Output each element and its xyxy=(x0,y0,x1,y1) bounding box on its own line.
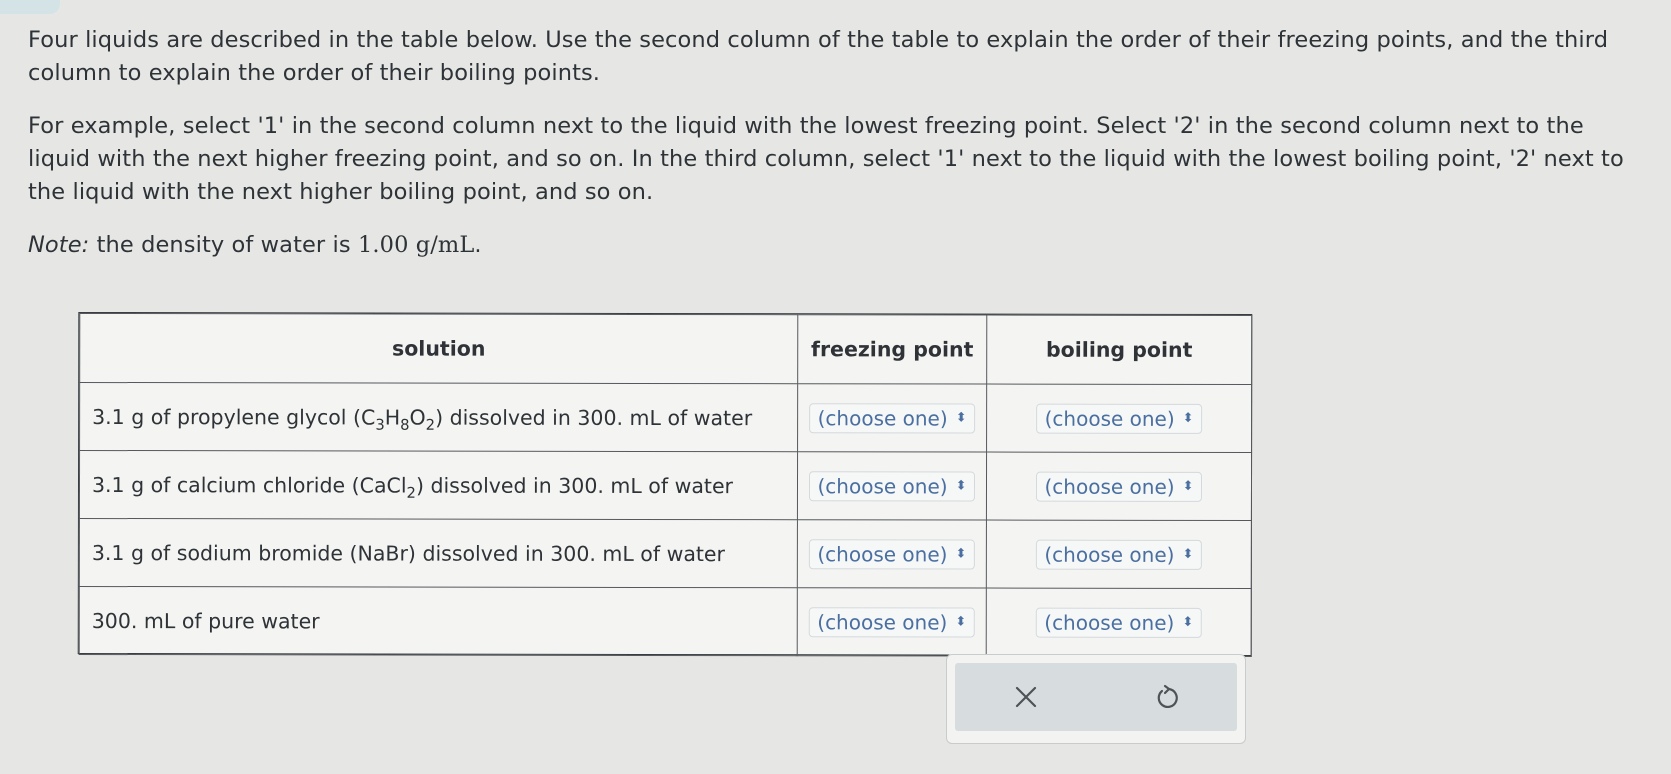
action-bar xyxy=(946,654,1246,744)
solution-cell xyxy=(79,586,797,655)
formula-part: H xyxy=(384,405,401,430)
boiling-point-select[interactable] xyxy=(1036,403,1203,433)
freezing-point-cell xyxy=(798,384,987,452)
boiling-point-cell xyxy=(987,384,1252,452)
updown-chevron-icon: ⬍ xyxy=(955,614,967,630)
select-label: (choose one) xyxy=(817,405,948,430)
freezing-point-select[interactable] xyxy=(809,403,976,433)
freezing-point-select[interactable] xyxy=(808,539,975,569)
formula-part: O xyxy=(409,405,426,430)
freezing-point-cell xyxy=(797,588,986,656)
instructions-paragraph-2: For example, select '1' in the second column next to the liquid with the lowest freezing point. Select '2' in the second column next to the liquid with the next higher freezing point, and so on. In the third column, select '1' next to the liquid with the lowest boiling point, '2' next to the liquid with the next higher boiling point, and so on. xyxy=(28,113,1624,205)
instructions-paragraph-1: Four liquids are described in the table below. Use the second column of the table to explain the order of their freezing points, and the third column to explain the order of their boiling points. xyxy=(28,27,1609,86)
clear-button[interactable] xyxy=(996,672,1056,722)
boiling-point-select[interactable] xyxy=(1035,471,1202,501)
select-label: (choose one) xyxy=(817,473,948,498)
header-boiling-point: boiling point xyxy=(987,315,1252,384)
formula-subscript: 2 xyxy=(425,416,436,434)
select-label: (choose one) xyxy=(1044,406,1175,431)
updown-chevron-icon: ⬍ xyxy=(955,478,967,494)
updown-chevron-icon: ⬍ xyxy=(1182,546,1194,562)
select-label: (choose one) xyxy=(817,609,948,634)
select-label: (choose one) xyxy=(817,541,948,566)
boiling-point-cell xyxy=(986,588,1251,656)
solution-text-pre: 300. mL of pure water xyxy=(91,608,320,633)
header-freezing-point: freezing point xyxy=(798,315,987,384)
solution-text-pre: 3.1 g of sodium bromide ( xyxy=(91,540,358,565)
boiling-point-select[interactable] xyxy=(1035,539,1202,569)
solution-text-pre: 3.1 g of propylene glycol ( xyxy=(92,404,362,429)
boiling-point-cell xyxy=(986,452,1251,520)
updown-chevron-icon: ⬍ xyxy=(1182,614,1194,630)
freezing-point-cell xyxy=(797,520,986,588)
formula-part: NaBr xyxy=(357,540,408,566)
boiling-point-select[interactable] xyxy=(1035,607,1202,637)
select-label: (choose one) xyxy=(1044,542,1175,567)
updown-chevron-icon: ⬍ xyxy=(955,546,967,562)
select-label: (choose one) xyxy=(1044,610,1175,635)
table-row xyxy=(79,586,1251,656)
solution-text-post: ) dissolved in 300. mL of water xyxy=(415,473,734,498)
formula-part: CaCl xyxy=(359,472,407,498)
solution-cell xyxy=(79,450,797,519)
close-x-icon xyxy=(1013,684,1039,710)
corner-tab xyxy=(0,0,60,14)
solution-text-post: ) dissolved in 300. mL of water xyxy=(435,405,753,430)
solution-text-pre: 3.1 g of calcium chloride ( xyxy=(91,472,360,497)
solution-cell xyxy=(80,382,798,451)
boiling-point-cell xyxy=(986,520,1251,588)
table-row xyxy=(79,518,1251,588)
solution-cell xyxy=(79,518,797,587)
solutions-table xyxy=(78,312,1253,656)
formula-subscript: 8 xyxy=(400,416,410,434)
note-text: the density of water is xyxy=(96,232,351,258)
note-label: Note: xyxy=(28,232,90,258)
density-note xyxy=(28,229,1648,262)
table-row xyxy=(79,450,1251,520)
formula-subscript: 2 xyxy=(406,484,416,502)
undo-button[interactable] xyxy=(1137,672,1197,722)
updown-chevron-icon: ⬍ xyxy=(955,410,967,426)
undo-icon xyxy=(1153,683,1181,711)
select-label: (choose one) xyxy=(1044,474,1175,499)
updown-chevron-icon: ⬍ xyxy=(1182,478,1194,494)
action-bar-inner xyxy=(955,663,1237,731)
instructions xyxy=(28,24,1648,282)
note-value: 1.00 g/mL xyxy=(357,232,475,258)
note-end: . xyxy=(474,232,482,258)
formula-part: C xyxy=(361,404,376,429)
freezing-point-select[interactable] xyxy=(808,471,975,501)
header-solution: solution xyxy=(80,313,798,383)
updown-chevron-icon: ⬍ xyxy=(1182,410,1194,426)
freezing-point-select[interactable] xyxy=(808,607,975,637)
freezing-point-cell xyxy=(797,452,986,520)
solution-text-post: ) dissolved in 300. mL of water xyxy=(407,541,726,566)
formula-subscript: 3 xyxy=(375,416,385,434)
table-row xyxy=(80,382,1252,452)
